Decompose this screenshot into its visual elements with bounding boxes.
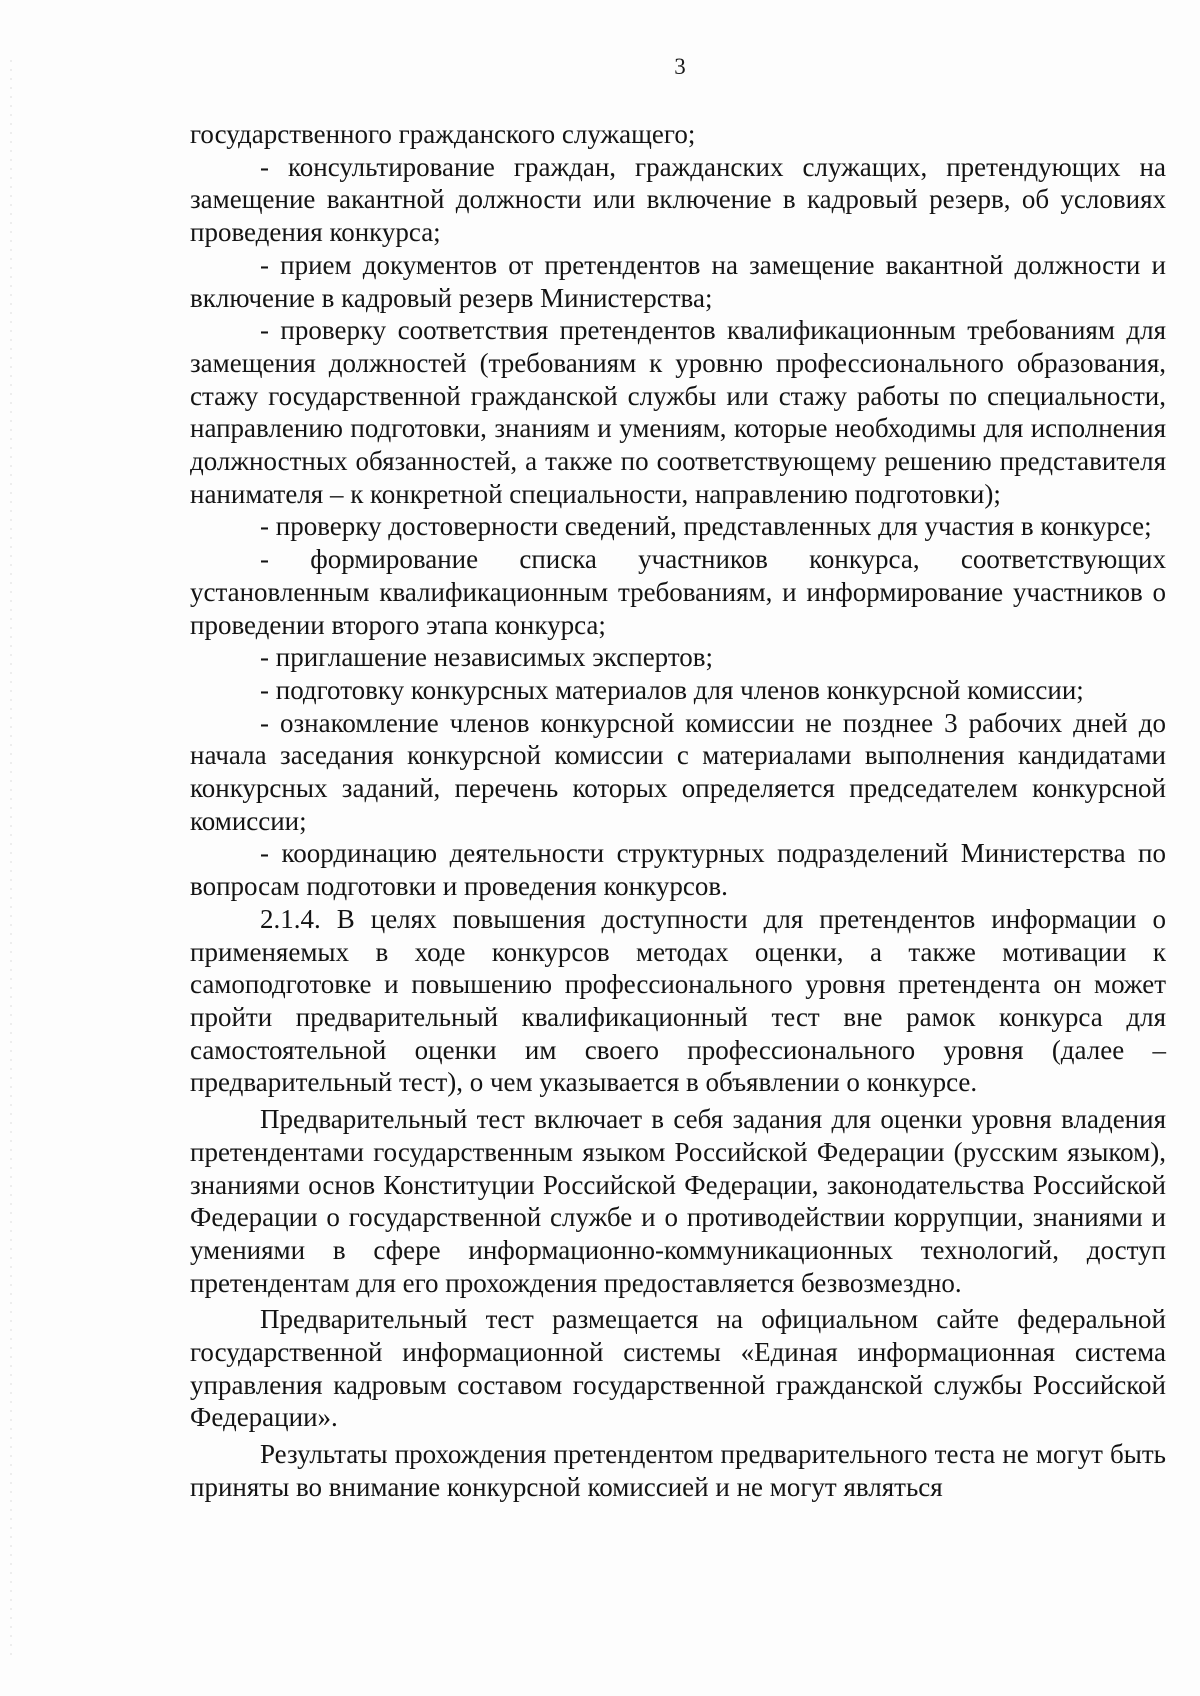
list-item-materials: - подготовку конкурсных материалов для членов конкурсной комиссии; xyxy=(260,674,1084,705)
list-item-coordination: - координацию деятельности структурных подразделений Министерства по вопросам подготовки и проведения конкурсов. xyxy=(190,838,1166,902)
list-item-familiarization: - ознакомление членов конкурсной комиссии не позднее 3 рабочих дней до начала заседания конкурсной комиссии с материалами выполнения кандидатами конкурсных заданий, перечень которых определяется председателем конкурсной комиссии; xyxy=(190,707,1166,836)
clause-2-1-4: 2.1.4. В целях повышения доступности для претендентов информации о применяемых в ходе конкурсов методах оценки, а также мотивации к самоподготовке и повышению профессионального уровня претендента он может пройти предварительный квалификационный тест вне рамок конкурса для самостоятельной оценки им своего профессионального уровня (далее – предварительный тест), о чем указывается в объявлении о конкурсе. xyxy=(190,903,1166,1098)
list-item-consulting: - консультирование граждан, гражданских служащих, претендующих на замещение вакантной должности или включение в кадровый резерв, об условиях проведения конкурса; xyxy=(190,151,1166,248)
list-item-verification: - проверку достоверности сведений, представленных для участия в конкурсе; xyxy=(260,511,1152,542)
paragraph-test-location: Предварительный тест размещается на официальном сайте федеральной государственной информационной системы «Единая информационная система управления кадровым составом государственной гражданской службы Российской Федерации». xyxy=(190,1304,1166,1433)
list-item-qualification-check: - проверку соответствия претендентов квалификационным требованиям для замещения должностей (требованиям к уровню профессионального образования, стажу государственной гражданской службы или стажу работы по специальности, направлению подготовки, знаниям и умениям, которые необходимы для исполнения должностных обязанностей, а также по соответствующему решению представителя нанимателя – к конкретной специальности, направлению подготовки); xyxy=(190,315,1166,509)
list-item-document-reception: - прием документов от претендентов на замещение вакантной должности и включение в кадровый резерв Министерства; xyxy=(190,249,1166,313)
document-body xyxy=(190,118,1166,1504)
paragraph-test-content: Предварительный тест включает в себя задания для оценки уровня владения претендентами государственным языком Российской Федерации (русским языком), знаниями основ Конституции Российской Федерации, законодательства Российской Федерации о государственной службе и о противодействии коррупции, знаниями и умениями в сфере информационно-коммуникационных технологий, доступ претендентам для его прохождения предоставляется безвозмездно. xyxy=(190,1104,1166,1298)
scan-margin-artifact xyxy=(10,60,12,1660)
page-number: 3 xyxy=(674,54,686,79)
paragraph-test-results: Результаты прохождения претендентом предварительного теста не могут быть приняты во внимание конкурсной комиссией и не могут являться xyxy=(190,1439,1166,1502)
list-item-experts: - приглашение независимых экспертов; xyxy=(260,642,714,673)
paragraph-continuation: государственного гражданского служащего; xyxy=(190,119,696,149)
list-item-participant-list: - формирование списка участников конкурса, соответствующих установленным квалификационным требованиям, и информирование участников о проведении второго этапа конкурса; xyxy=(190,544,1166,640)
